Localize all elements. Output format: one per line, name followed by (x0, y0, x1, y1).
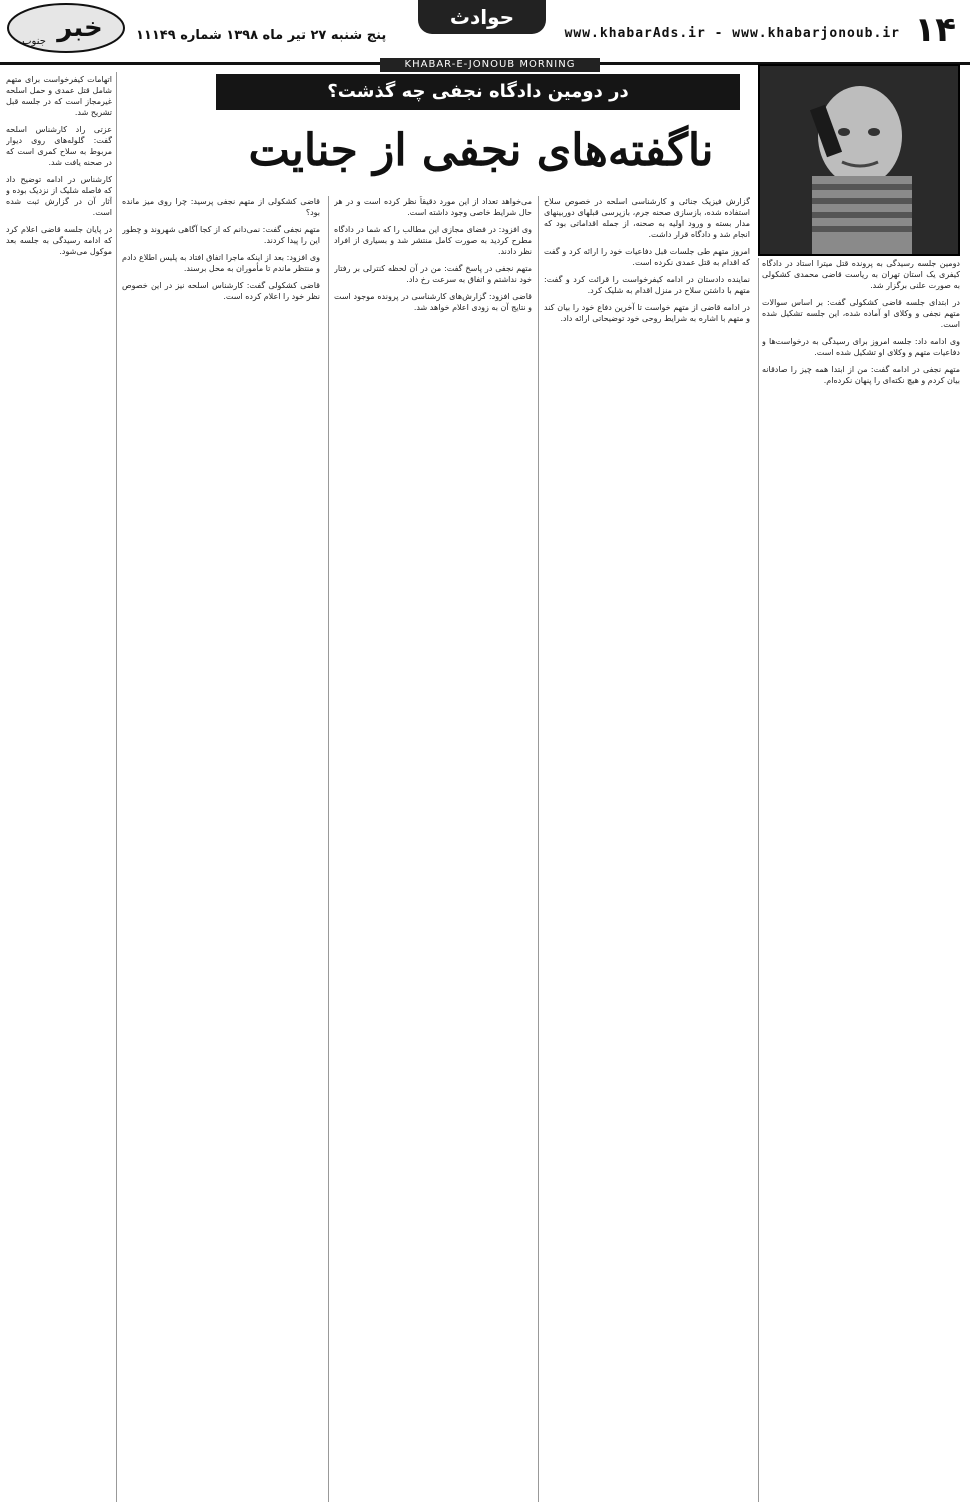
paragraph: وی ادامه داد: جلسه امروز برای رسیدگی به درخواست‌ها و دفاعیات متهم و وکلای او تشکیل شده است. (762, 337, 960, 357)
paragraph: قاضی کشکولی گفت: کارشناس اسلحه نیز در این خصوص نظر خود را اعلام کرده است. (122, 281, 320, 301)
section-label: حوادث (418, 0, 546, 34)
paragraph: وی افزود: در فضای مجازی این مطالب را که شما در دادگاه مطرح کردید به صورت کامل منتشر شد و بسیاری از افراد نظر دادند. (334, 225, 532, 256)
paragraph: وی افزود: بعد از اینکه ماجرا اتفاق افتاد به پلیس اطلاع دادم و منتظر ماندم تا مأموران به محل برسند. (122, 253, 320, 273)
portrait-illustration (760, 66, 958, 254)
paragraph: قاضی افزود: گزارش‌های کارشناسی در پرونده موجود است و نتایج آن به زودی اعلام خواهد شد. (334, 292, 532, 312)
article-headline: ناگفته‌های نجفی از جنایت (248, 125, 714, 176)
paragraph: در ادامه قاضی از متهم خواست تا آخرین دفاع خود را بیان کند و متهم با اشاره به شرایط روحی خود توضیحاتی ارائه داد. (544, 303, 750, 323)
logo-graphic (6, 2, 126, 54)
paragraph: گزارش فیزیک جنائی و کارشناسی اسلحه در خصوص سلاح استفاده شده، بازسازی صحنه جرم، بازپرسی قبلهای دوربینهای مدار بسته و ورود اولیه به صحنه، از جمله اقداماتی بود که انجام شد و دادگاه قرار داشت. (544, 197, 750, 239)
article-column-1 (544, 196, 750, 1502)
paragraph: اتهامات کیفرخواست برای متهم شامل قتل عمدی و حمل اسلحه غیرمجاز است که در جلسه قبل تشریح شد. (6, 75, 112, 117)
defendant-photo (758, 64, 960, 256)
paragraph: امروز متهم طی جلسات قبل دفاعیات خود را ارائه کرد و گفت که اقدام به قتل عمدی نکرده است. (544, 247, 750, 267)
paragraph: عزتی راد کارشناس اسلحه گفت: گلوله‌های روی دیوار مربوط به سلاح کمری است که در صحنه یافت شد. (6, 125, 112, 167)
paragraph: قاضی کشکولی از متهم نجفی پرسید: چرا روی میز مانده بود؟ (122, 197, 320, 217)
website-url: www.khabarAds.ir - www.khabarjonoub.ir (564, 26, 900, 41)
paragraph: کارشناس در ادامه توضیح داد که فاصله شلیک از نزدیک بوده و آثار آن در گزارش ثبت شده است. (6, 175, 112, 217)
article-column-3 (122, 196, 320, 1502)
article-subtitle: در دومین دادگاه نجفی چه گذشت؟ (216, 74, 740, 110)
paragraph: در پایان جلسه قاضی اعلام کرد که ادامه رسیدگی به جلسه بعد موکول می‌شود. (6, 225, 112, 256)
paragraph: می‌خواهد تعداد از این مورد دقیقاً نظر کرده است و در هر حال شرایط خاصی وجود داشته است. (334, 197, 532, 217)
logo-subtext: جنوب (22, 36, 46, 47)
article-column-5 (762, 258, 960, 1502)
issue-date: پنج شنبه ۲۷ تیر ماه ۱۳۹۸ شماره ۱۱۱۴۹ (136, 28, 387, 43)
paragraph: در ابتدای جلسه قاضی کشکولی گفت: بر اساس سوالات متهم نجفی و وکلای او آماده شده، این جلسه تشکیل شده است. (762, 298, 960, 329)
latin-name-strip: KHABAR-E-JONOUB MORNING (380, 58, 600, 72)
logo-text: خبر (57, 13, 103, 43)
column-divider (328, 196, 329, 1502)
column-divider (758, 258, 759, 1502)
newspaper-logo (6, 2, 126, 54)
page-number: ۱۴ (914, 10, 956, 50)
paragraph: متهم نجفی در پاسخ گفت: من در آن لحظه کنترلی بر رفتار خود نداشتم و اتفاق به سرعت رخ داد. (334, 264, 532, 284)
column-divider (538, 196, 539, 1502)
article-column-4 (6, 74, 112, 1502)
paragraph: دومین جلسه رسیدگی به پرونده قتل میترا استاد در دادگاه کیفری یک استان تهران به ریاست قاضی محمدی کشکولی به صورت علنی برگزار شد. (762, 259, 960, 290)
masthead (0, 0, 970, 70)
paragraph: متهم نجفی گفت: نمی‌دانم که از کجا آگاهی شهروند و چطور این را پیدا کردند. (122, 225, 320, 245)
paragraph: متهم نجفی در ادامه گفت: من از ابتدا همه چیز را صادقانه بیان کردم و هیچ نکته‌ای را پنهان نکرده‌ام. (762, 365, 960, 385)
paragraph: نماینده دادستان در ادامه کیفرخواست را قرائت کرد و گفت: متهم با داشتن سلاح در منزل اقدام به شلیک کرد. (544, 275, 750, 295)
article-column-2 (334, 196, 532, 1502)
column-divider (116, 72, 117, 1502)
